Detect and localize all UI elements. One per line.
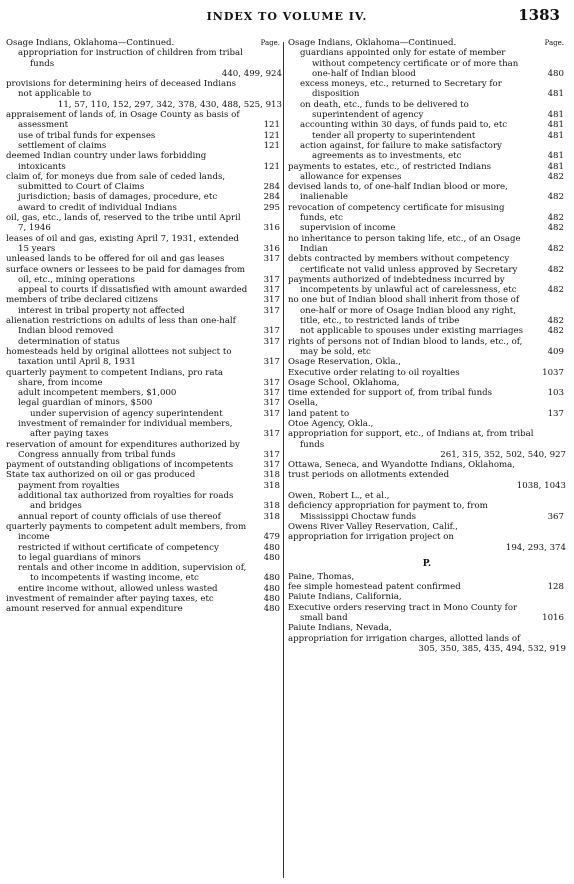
page-reference: 1016	[542, 613, 564, 624]
index-entry	[288, 337, 566, 358]
index-heading	[288, 398, 566, 408]
index-entry	[288, 120, 566, 130]
page-reference: 317	[263, 449, 280, 460]
page-reference: 481	[547, 120, 564, 131]
page-reference: 316	[263, 223, 280, 234]
column-divider	[283, 42, 284, 878]
index-entry	[288, 275, 566, 296]
index-entry	[6, 440, 282, 461]
index-heading	[288, 592, 566, 602]
index-entry	[6, 481, 282, 491]
index-entry	[288, 79, 566, 100]
page-reference: 295	[263, 202, 280, 213]
index-entry	[288, 368, 566, 378]
index-entry	[6, 316, 282, 337]
entry-text: appeal to courts if dissatisfied with amount awarded	[18, 285, 248, 296]
entry-text: Ottawa, Seneca, and Wyandotte Indians, Oklahoma,	[288, 460, 516, 471]
index-entry	[6, 368, 282, 389]
page-reference: 480	[263, 604, 280, 615]
page-reference: 121	[263, 120, 280, 131]
section-entries	[288, 572, 566, 654]
page-reference: 121	[263, 130, 280, 141]
index-entry	[6, 512, 282, 522]
page-reference: 317	[263, 357, 280, 368]
page-reference: 409	[547, 346, 564, 357]
index-heading	[288, 491, 566, 501]
page-reference: 481	[547, 110, 564, 121]
entry-text: Owen, Robert L., et al.,	[288, 491, 390, 502]
column-heading-text: Osage Indians, Oklahoma—Continued.	[288, 38, 457, 48]
entry-text: debts contracted by members without competency certificate not valid unless approved by Secretary	[288, 254, 518, 275]
page-reference: 317	[263, 274, 280, 285]
page-reference: 482	[547, 192, 564, 203]
index-entry	[6, 192, 282, 202]
index-entry	[6, 213, 282, 234]
entry-text: quarterly payments to competent adult members, from income	[6, 521, 247, 543]
entry-text: tender all property to superintendent	[312, 130, 476, 141]
index-entry	[6, 460, 282, 470]
page-reference: 482	[547, 316, 564, 327]
page-reference: 318	[263, 501, 280, 512]
index-entry	[6, 151, 282, 172]
index-entry	[6, 79, 282, 110]
page-reference: 103	[547, 388, 564, 399]
entry-text: under supervision of agency superintendent	[30, 408, 223, 419]
page-reference: 367	[547, 511, 564, 522]
entry-text: legal guardian of minors, $500	[18, 398, 153, 409]
entry-text: revocation of competency certificate for misusing funds, etc	[288, 202, 505, 224]
page-reference: 318	[263, 480, 280, 491]
entry-text: supervision of income	[300, 223, 396, 234]
entry-text: restricted if without certificate of competency	[18, 542, 219, 553]
entry-text: time extended for support of, from tribal funds	[288, 388, 493, 399]
page-reference: 318	[263, 470, 280, 481]
index-entry	[6, 347, 282, 368]
page-reference: 261, 315, 352, 502, 540, 927	[440, 449, 566, 460]
index-entry	[6, 48, 282, 79]
index-entry	[288, 532, 566, 553]
left-column	[6, 38, 282, 878]
page-reference: 317	[263, 377, 280, 388]
index-entry	[6, 306, 282, 316]
index-entry	[288, 295, 566, 326]
index-heading	[288, 419, 566, 429]
index-entry	[6, 522, 282, 543]
index-entry	[6, 172, 282, 193]
page-reference: 194, 293, 374	[505, 542, 566, 553]
page-header	[0, 6, 574, 26]
column-heading-text: Osage Indians, Oklahoma—Continued.	[6, 38, 175, 48]
entry-text: Owens River Valley Reservation, Calif.,	[288, 521, 458, 532]
entry-text: adult incompetent members, $1,000	[18, 388, 177, 399]
entry-text: oil, gas, etc., lands of, reserved to the tribe until April 7, 1946	[6, 213, 241, 234]
entry-text: payments to estates, etc., of restricted Indians	[288, 161, 492, 172]
entry-text: appropriation for support, etc., of Indians at, from tribal funds	[288, 429, 534, 450]
index-entry	[6, 470, 282, 480]
index-entry	[288, 172, 566, 182]
entry-text: trust periods on allotments extended	[288, 470, 450, 481]
page-reference: 481	[547, 130, 564, 141]
entry-text: provisions for determining heirs of deceased Indians not applicable to	[6, 79, 237, 100]
index-heading	[288, 623, 566, 633]
page-reference: 480	[263, 594, 280, 605]
index-entry	[6, 419, 282, 440]
page-reference: 317	[263, 336, 280, 347]
index-entry	[6, 295, 282, 305]
page-reference: 1037	[542, 367, 564, 378]
index-entry	[288, 326, 566, 336]
page-reference: 316	[263, 243, 280, 254]
page-reference: 481	[547, 89, 564, 100]
entry-text: rights of persons not of Indian blood to lands, etc., of, may be sold, etc	[288, 336, 523, 357]
entry-text: claim of, for moneys due from sale of ceded lands, submitted to Court of Claims	[6, 171, 226, 193]
index-entry	[288, 131, 566, 141]
index-entry	[6, 337, 282, 347]
entry-text: Osage School, Oklahoma,	[288, 377, 400, 388]
entry-text: appropriation for irrigation project on	[288, 532, 454, 543]
page-reference: 317	[263, 285, 280, 296]
entry-text: reservation of amount for expenditures authorized by Congress annually from tribal funds	[6, 439, 240, 460]
page-reference: 482	[547, 264, 564, 275]
index-entry	[6, 203, 282, 213]
column-heading	[288, 38, 566, 48]
entry-text: members of tribe declared citizens	[6, 295, 158, 306]
index-entry	[288, 582, 566, 592]
page-reference: 121	[263, 161, 280, 172]
index-entry	[6, 234, 282, 255]
entry-text: Paiute Indians, Nevada,	[288, 623, 392, 634]
index-entry	[6, 543, 282, 553]
index-entry	[6, 110, 282, 131]
page-reference: 305, 350, 385, 435, 494, 532, 919	[418, 643, 566, 654]
entry-text: on death, etc., funds to be delivered to superintendent of agency	[300, 99, 469, 121]
entry-text: land patent to	[288, 408, 350, 419]
index-heading	[288, 522, 566, 532]
entry-text: appropriation for instruction of children from tribal funds	[18, 48, 243, 69]
index-entry	[6, 594, 282, 604]
index-heading	[288, 460, 566, 470]
entry-text: Paine, Thomas,	[288, 571, 355, 582]
entry-text: guardians appointed only for estate of member without competency certificate or of more than one-half of Indian blood	[300, 48, 519, 79]
index-entry	[288, 234, 566, 255]
page-reference: 318	[263, 511, 280, 522]
page-reference: 479	[263, 532, 280, 543]
page-reference: 480	[263, 552, 280, 563]
entry-text: homesteads held by original allottees not subject to taxation until April 8, 1931	[6, 346, 232, 368]
page-reference: 482	[547, 171, 564, 182]
entry-text: payment from royalties	[18, 480, 120, 491]
right-column	[288, 38, 566, 878]
entry-text: Executive order relating to oil royalties	[288, 367, 460, 378]
entry-text: payment of outstanding obligations of incompetents	[6, 460, 234, 471]
page-reference: 440, 499, 924	[221, 68, 282, 79]
entry-text: investment of remainder for individual members, after paying taxes	[18, 418, 233, 440]
index-entry	[6, 409, 282, 419]
page-reference: 317	[263, 295, 280, 306]
index-entry	[6, 131, 282, 141]
page-reference: 480	[263, 583, 280, 594]
entry-text: no one but of Indian blood shall inherit from those of one-half or more of Osage Indian blood any right, title, etc., to restricted lands of tribe	[288, 295, 520, 327]
index-entry	[6, 388, 282, 398]
entry-text: fee simple homestead patent confirmed	[288, 582, 461, 593]
page-reference: 482	[547, 223, 564, 234]
page-reference: 480	[263, 573, 280, 584]
entry-text: accounting within 30 days, of funds paid to, etc	[300, 120, 508, 131]
index-entry	[288, 634, 566, 655]
page-reference: 481	[547, 161, 564, 172]
entry-text: interest in tribal property not affected	[18, 305, 185, 316]
entry-text: settlement of claims	[18, 140, 107, 151]
column-heading	[6, 38, 282, 48]
index-entry	[6, 254, 282, 264]
index-entry	[6, 563, 282, 584]
page-reference: 317	[263, 460, 280, 471]
index-entry	[288, 203, 566, 224]
index-entry	[6, 398, 282, 408]
entry-text: allowance for expenses	[300, 171, 402, 182]
index-heading	[288, 357, 566, 367]
page-reference: 481	[547, 151, 564, 162]
index-entry	[6, 265, 282, 286]
page-reference: 317	[263, 398, 280, 409]
index-entry	[288, 429, 566, 460]
page-reference: 317	[263, 305, 280, 316]
entry-text: amount reserved for annual expenditure	[6, 604, 183, 615]
index-entry	[6, 285, 282, 295]
entry-text: State tax authorized on oil or gas produced	[6, 470, 196, 481]
entry-text: quarterly payment to competent Indians, pro rata share, from income	[6, 367, 224, 388]
index-entry	[288, 182, 566, 203]
entry-text: appropriation for irrigation charges, allotted lands of	[288, 633, 521, 644]
entry-text: Paiute Indians, California,	[288, 592, 402, 603]
entry-text: devised lands to, of one-half Indian blood or more, inalienable	[288, 182, 508, 203]
index-entry	[288, 223, 566, 233]
index-entry	[288, 470, 566, 491]
page-column-label: Page.	[544, 39, 564, 47]
index-entry	[6, 584, 282, 594]
index-entry	[6, 553, 282, 563]
entry-text: deficiency appropriation for payment to, from Mississippi Choctaw funds	[288, 501, 488, 522]
section-letter: P.	[422, 558, 432, 569]
index-entry	[288, 501, 566, 522]
page-title: INDEX TO VOLUME IV.	[206, 10, 368, 23]
entry-text: investment of remainder after paying taxes, etc	[6, 594, 214, 605]
index-entry	[6, 604, 282, 614]
page-reference: 11, 57, 110, 152, 297, 342, 378, 430, 488, 525, 913	[57, 99, 282, 110]
index-entry	[6, 141, 282, 151]
index-heading	[288, 378, 566, 388]
page-reference: 284	[263, 182, 280, 193]
entry-text: excess moneys, etc., returned to Secretary for disposition	[300, 79, 502, 100]
entry-text: use of tribal funds for expenses	[18, 130, 156, 141]
index-entry	[288, 141, 566, 162]
index-entry	[288, 603, 566, 624]
index-heading	[288, 572, 566, 582]
index-entry	[288, 254, 566, 275]
page-column-label: Page.	[260, 39, 280, 47]
entry-text: payments authorized of indebtedness incurred by incompetents by unlawful act of carelessness, etc	[288, 274, 517, 296]
entry-text: award to credit of individual Indians	[18, 202, 177, 213]
page-number: 1383	[518, 6, 560, 24]
entry-text: annual report of county officials of use thereof	[18, 511, 221, 522]
entry-text: deemed Indian country under laws forbidding intoxicants	[6, 151, 207, 172]
page-reference: 317	[263, 326, 280, 337]
page-reference: 317	[263, 429, 280, 440]
entry-text: action against, for failure to make satisfactory agreements as to investments, etc	[300, 140, 502, 162]
entry-text: entire income without, allowed unless wasted	[18, 583, 218, 594]
page-reference: 480	[263, 542, 280, 553]
index-entry	[6, 491, 282, 512]
page-reference: 1038, 1043	[516, 480, 566, 491]
index-entry	[288, 388, 566, 398]
entry-text: surface owners or lessees to be paid for damages from oil, etc., mining operations	[6, 264, 246, 285]
index-entry	[288, 409, 566, 419]
entry-text: jurisdiction; basis of damages, procedure, etc	[18, 192, 218, 203]
index-entry	[288, 100, 566, 121]
entry-text: Otoe Agency, Okla.,	[288, 418, 374, 429]
right-entries	[288, 48, 566, 553]
entry-text: not applicable to spouses under existing marriages	[300, 326, 524, 337]
entry-text: unleased lands to be offered for oil and gas leases	[6, 254, 225, 265]
page-reference: 317	[263, 408, 280, 419]
entry-text: appraisement of lands of, in Osage County as basis of assessment	[6, 110, 240, 131]
index-entry	[288, 48, 566, 79]
entry-text: Osella,	[288, 398, 318, 409]
entry-text: leases of oil and gas, existing April 7, 1931, extended 15 years	[6, 233, 239, 254]
entry-text: no inheritance to person taking life, etc., of an Osage Indian	[288, 233, 521, 254]
page-reference: 482	[547, 213, 564, 224]
entry-text: to legal guardians of minors	[18, 552, 141, 563]
page-reference: 137	[547, 408, 564, 419]
entry-text: rentals and other income in addition, supervision of, to incompetents if wasting income, etc	[18, 563, 247, 584]
page-reference: 317	[263, 388, 280, 399]
page-reference: 317	[263, 254, 280, 265]
page-reference: 121	[263, 140, 280, 151]
page-reference: 480	[547, 68, 564, 79]
page-reference: 482	[547, 326, 564, 337]
index-entry	[288, 162, 566, 172]
entry-text: Executive orders reserving tract in Mono County for small band	[288, 602, 518, 624]
entry-text: additional tax authorized from royalties for roads and bridges	[18, 491, 234, 512]
page-reference: 284	[263, 192, 280, 203]
entry-text: alienation restrictions on adults of less than one-half Indian blood removed	[6, 316, 236, 337]
entry-text: determination of status	[18, 336, 120, 347]
page-reference: 482	[547, 243, 564, 254]
page-reference: 482	[547, 285, 564, 296]
page-reference: 128	[547, 582, 564, 593]
entry-text: Osage Reservation, Okla.,	[288, 357, 401, 368]
left-entries	[6, 48, 282, 614]
